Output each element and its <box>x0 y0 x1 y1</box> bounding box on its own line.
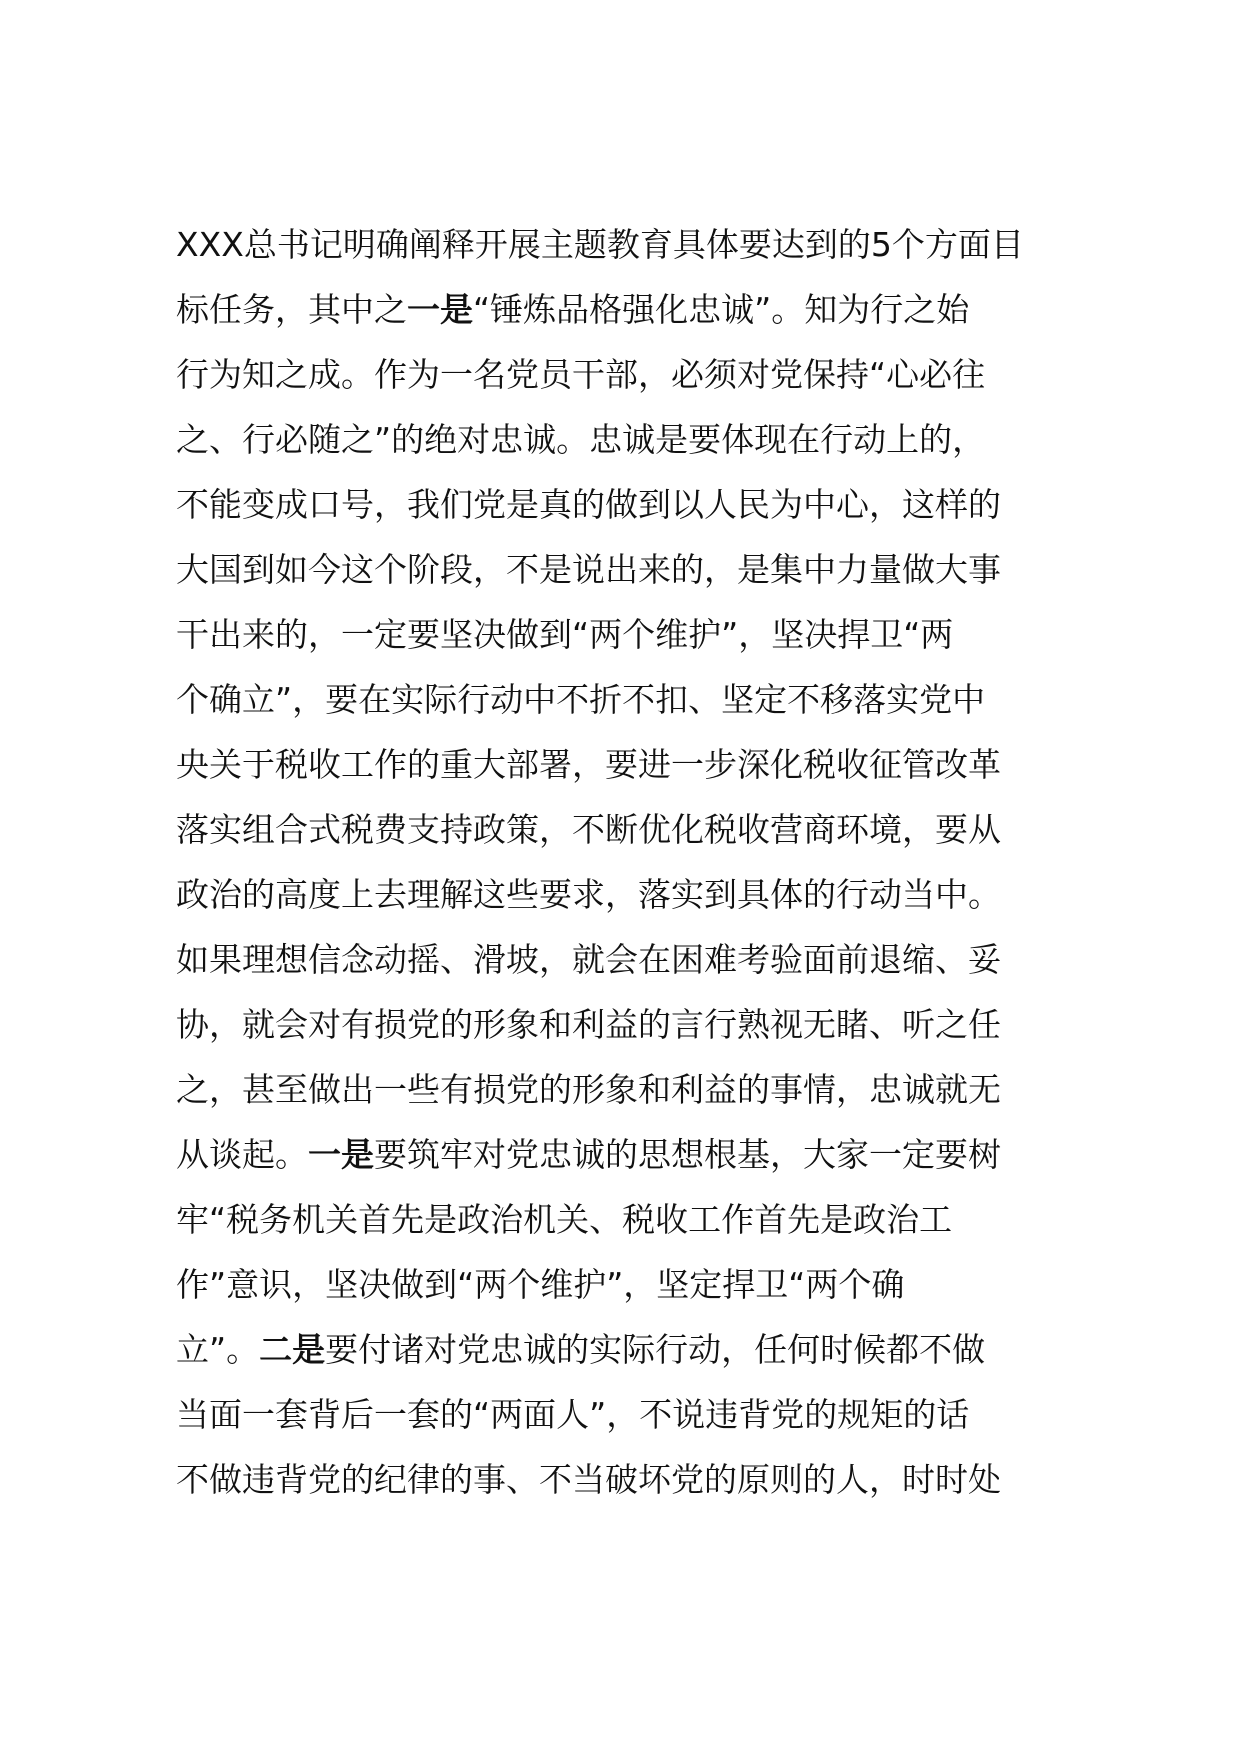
text-line <box>176 862 1088 927</box>
text-segment: 协，就会对有损党的形象和利益的言行熟视无睹、听之任 <box>176 1005 1001 1044</box>
text-line <box>176 1122 1088 1187</box>
text-segment: 牢“税务机关首先是政治机关、税收工作首先是政治工 <box>176 1200 953 1239</box>
text-segment: 政治的高度上去理解这些要求，落实到具体的行动当中。 <box>176 875 1001 914</box>
text-segment: 要付诸对党忠诚的实际行动，任何时候都不做 <box>325 1330 986 1369</box>
text-segment: 从谈起。 <box>176 1135 308 1174</box>
text-segment: 作”意识，坚决做到“两个维护”，坚定捍卫“两个确 <box>176 1265 905 1304</box>
text-line <box>176 212 1088 277</box>
text-line <box>176 667 1088 732</box>
text-line <box>176 407 1088 472</box>
text-segment: 当面一套背后一套的“两面人”，不说违背党的规矩的话 <box>176 1395 970 1434</box>
text-line <box>176 1252 1088 1317</box>
text-segment: 立”。 <box>176 1330 260 1369</box>
text-line <box>176 1057 1088 1122</box>
text-segment: 不能变成口号，我们党是真的做到以人民为中心，这样的 <box>176 485 1001 524</box>
text-line <box>176 797 1088 862</box>
body-text <box>176 212 1088 1512</box>
emphasis-text: 一是 <box>308 1135 374 1174</box>
text-segment: 干出来的，一定要坚决做到“两个维护”，坚决捍卫“两 <box>176 615 954 654</box>
emphasis-text: 二是 <box>259 1330 326 1369</box>
text-line <box>176 472 1088 537</box>
text-segment: 大国到如今这个阶段，不是说出来的，是集中力量做大事 <box>176 550 1001 589</box>
text-segment: 个确立”，要在实际行动中不折不扣、坚定不移落实党中 <box>176 680 986 719</box>
emphasis-text: 一是 <box>407 290 473 329</box>
text-segment: 之、行必随之”的绝对忠诚。忠诚是要体现在行动上的， <box>176 420 986 459</box>
text-segment: 标任务，其中之 <box>176 290 407 329</box>
text-line <box>176 1187 1088 1252</box>
text-line <box>176 1317 1088 1382</box>
text-segment: “锤炼品格强化忠诚”。知为行之始 <box>473 290 970 329</box>
text-line <box>176 602 1088 667</box>
text-segment: 要筑牢对党忠诚的思想根基，大家一定要树 <box>374 1135 1001 1174</box>
text-line <box>176 277 1088 342</box>
text-line <box>176 537 1088 602</box>
text-line <box>176 342 1088 407</box>
text-segment: 落实组合式税费支持政策，不断优化税收营商环境，要从 <box>176 810 1001 849</box>
text-line <box>176 1447 1088 1512</box>
text-line <box>176 732 1088 797</box>
text-segment: 如果理想信念动摇、滑坡，就会在困难考验面前退缩、妥 <box>176 940 1001 979</box>
text-segment: 央关于税收工作的重大部署，要进一步深化税收征管改革 <box>176 745 1001 784</box>
text-line <box>176 1382 1088 1447</box>
text-segment: 不做违背党的纪律的事、不当破坏党的原则的人，时时处 <box>176 1460 1001 1499</box>
text-segment: 之，甚至做出一些有损党的形象和利益的事情，忠诚就无 <box>176 1070 1001 1109</box>
text-segment: 行为知之成。作为一名党员干部，必须对党保持“心必往 <box>176 355 986 394</box>
text-line <box>176 927 1088 992</box>
text-line <box>176 992 1088 1057</box>
text-segment: XXX总书记明确阐释开展主题教育具体要达到的5个方面目 <box>176 225 1024 264</box>
